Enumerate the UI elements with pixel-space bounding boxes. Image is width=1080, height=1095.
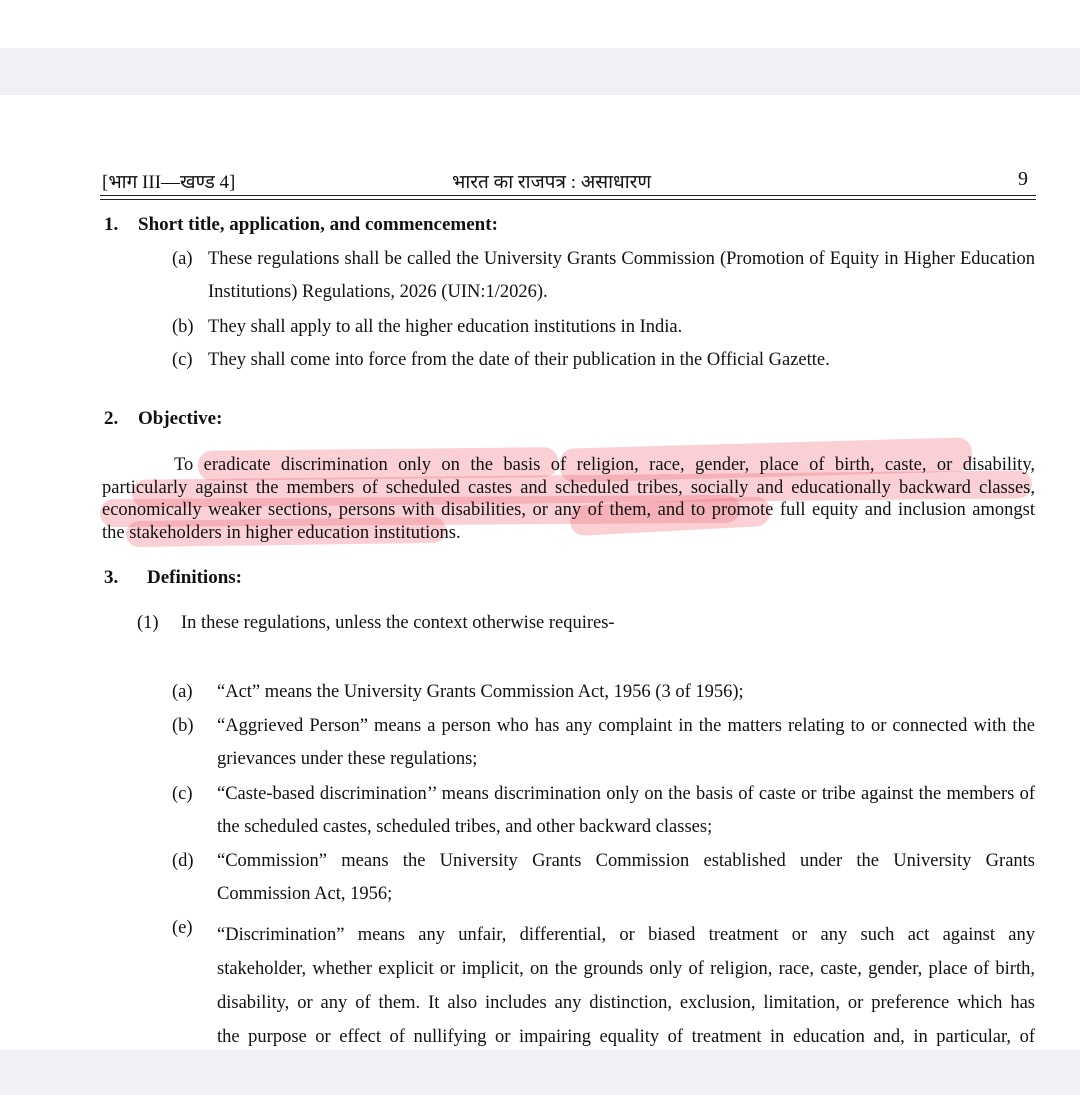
header-rule-top <box>100 195 1036 196</box>
top-margin <box>0 48 1080 95</box>
paragraph-line: particularly against the members of scheduled castes and scheduled tribes, socially and educationally backward classes, <box>102 477 1035 498</box>
definition-label: (a) <box>172 682 193 702</box>
top-bar <box>0 0 1080 48</box>
objective-paragraph <box>102 454 1035 544</box>
definition-line: the purpose or effect of nullifying or impairing equality of treatment in education and, in particular, of <box>217 1027 1035 1047</box>
item-label: (a) <box>172 249 193 269</box>
subsection-text: In these regulations, unless the context otherwise requires- <box>181 613 615 633</box>
bottom-bar <box>0 1050 1080 1095</box>
subsection-label: (1) <box>137 613 159 633</box>
page-number: 9 <box>1018 168 1028 190</box>
definition-line: “Discrimination” means any unfair, differential, or biased treatment or any such act against any <box>217 925 1035 945</box>
definition-line: the scheduled castes, scheduled tribes, and other backward classes; <box>217 817 713 837</box>
section-2-number: 2. <box>104 408 119 429</box>
header-rule-bottom <box>100 199 1036 200</box>
definition-label: (b) <box>172 716 194 736</box>
item-line: They shall apply to all the higher education institutions in India. <box>208 317 683 337</box>
paragraph-line: economically weaker sections, persons with disabilities, or any of them, and to promote full equity and inclusion amongst <box>102 500 1035 520</box>
paragraph-line: To eradicate discrimination only on the basis of religion, race, gender, place of birth, caste, or disability, <box>174 455 1035 475</box>
definition-line: “Commission” means the University Grants Commission established under the University Grants <box>217 851 1035 871</box>
definition-line: “Aggrieved Person” means a person who has any complaint in the matters relating to or connected with the <box>217 716 1035 736</box>
item-text <box>208 249 1035 270</box>
item-label: (c) <box>172 350 193 370</box>
definition-line: Commission Act, 1956; <box>217 884 393 904</box>
definition-label: (d) <box>172 851 194 871</box>
definition-label: (c) <box>172 784 193 804</box>
item-line: They shall come into force from the date of their publication in the Official Gazette. <box>208 350 830 370</box>
section-1-number: 1. <box>104 214 119 235</box>
gazette-page <box>0 95 1080 1050</box>
section-3-title: Definitions: <box>147 567 242 588</box>
header-center: भारत का राजपत्र : असाधारण <box>452 172 652 193</box>
item-line: These regulations shall be called the University Grants Commission (Promotion of Equity in Higher Education <box>208 249 1035 269</box>
definition-text <box>217 918 1035 1050</box>
definition-text <box>217 716 1035 737</box>
definition-label: (e) <box>172 918 193 938</box>
definition-text <box>217 851 1035 872</box>
section-3-number: 3. <box>104 567 119 588</box>
definition-line: “Caste-based discrimination’’ means discrimination only on the basis of caste or tribe against the members of <box>217 784 1035 804</box>
paragraph-line: the stakeholders in higher education institutions. <box>102 522 461 543</box>
definition-line: grievances under these regulations; <box>217 749 478 769</box>
item-label: (b) <box>172 317 194 337</box>
header-left: [भाग III—खण्ड 4] <box>102 172 236 193</box>
definition-line: “Act” means the University Grants Commission Act, 1956 (3 of 1956); <box>217 682 744 702</box>
definition-line: disability, or any of them. It also includes any distinction, exclusion, limitation, or preference which has <box>217 993 1035 1013</box>
definition-line: stakeholder, whether explicit or implicit, on the grounds only of religion, race, caste, gender, place of birth, <box>217 959 1035 979</box>
definition-text <box>217 784 1035 805</box>
section-1-title: Short title, application, and commencement: <box>138 214 498 235</box>
section-2-title: Objective: <box>138 408 223 429</box>
item-line: Institutions) Regulations, 2026 (UIN:1/2026). <box>208 282 548 302</box>
